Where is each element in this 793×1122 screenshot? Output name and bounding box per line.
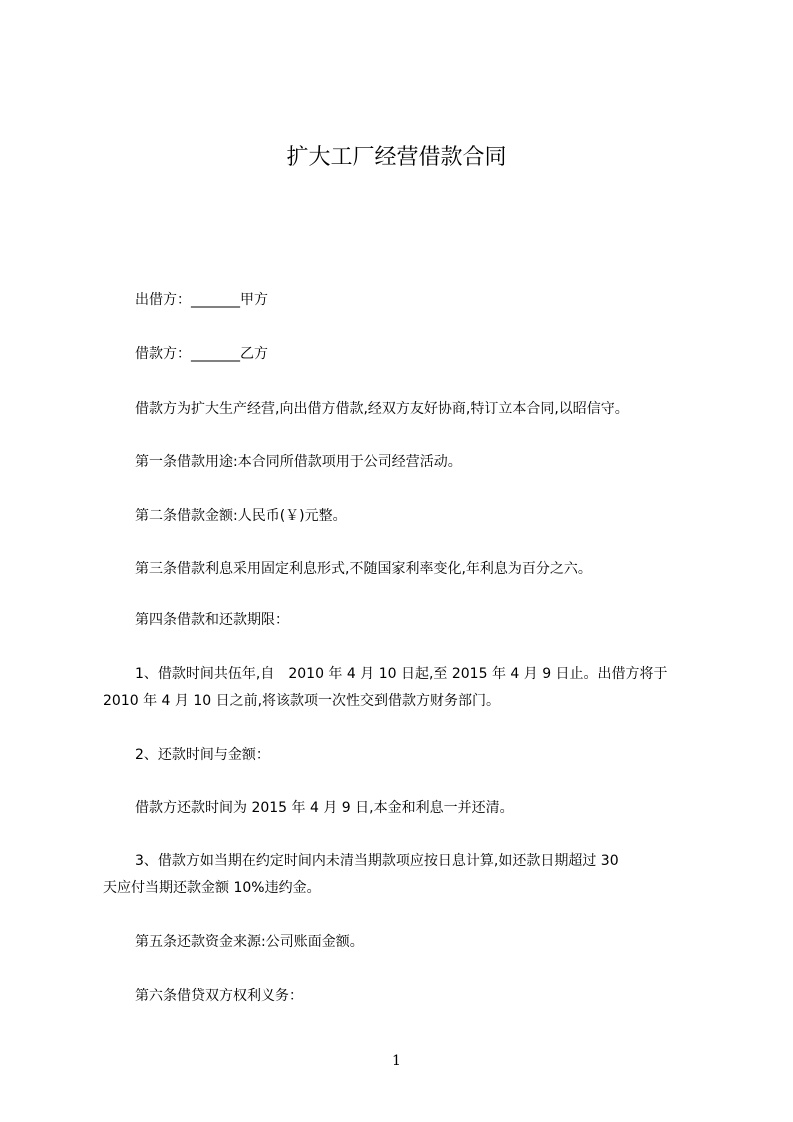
page-number: 1 (392, 1053, 401, 1069)
article-3: 第三条借款利息采用固定利息形式,不随国家利率变化,年利息为百分之六。 (135, 561, 592, 577)
item-1-line-2: 2010 年 4 月 10 日之前,将该款项一次性交到借款方财务部门。 (103, 693, 501, 709)
lender-line: 出借方：_______甲方 (135, 292, 268, 308)
article-1: 第一条借款用途:本合同所借款项用于公司经营活动。 (135, 454, 462, 470)
article-4: 第四条借款和还款期限： (135, 612, 289, 628)
contract-title: 扩大工厂经营借款合同 (286, 145, 507, 170)
article-6: 第六条借贷双方权利义务： (135, 988, 303, 1004)
item-2: 2、还款时间与金额： (135, 747, 270, 763)
item-2-detail: 借款方还款时间为 2015 年 4 月 9 日,本金和利息一并还清。 (135, 800, 514, 816)
article-5: 第五条还款资金来源:公司账面金额。 (135, 934, 364, 950)
item-3-line-1: 3、借款方如当期在约定时间内未清当期款项应按日息计算,如还款日期超过 30 (135, 853, 619, 869)
item-3-line-2: 天应付当期还款金额 10%违约金。 (103, 880, 321, 896)
intro-paragraph: 借款方为扩大生产经营,向出借方借款,经双方友好协商,特订立本合同,以昭信守。 (135, 401, 629, 417)
borrower-line: 借款方：_______乙方 (135, 346, 268, 362)
item-1-line-1: 1、借款时间共伍年,自 2010 年 4 月 10 日起,至 2015 年 4 月 9 日止。出借方将于 (135, 666, 668, 682)
article-2: 第二条借款金额:人民币(￥)元整。 (135, 508, 347, 524)
